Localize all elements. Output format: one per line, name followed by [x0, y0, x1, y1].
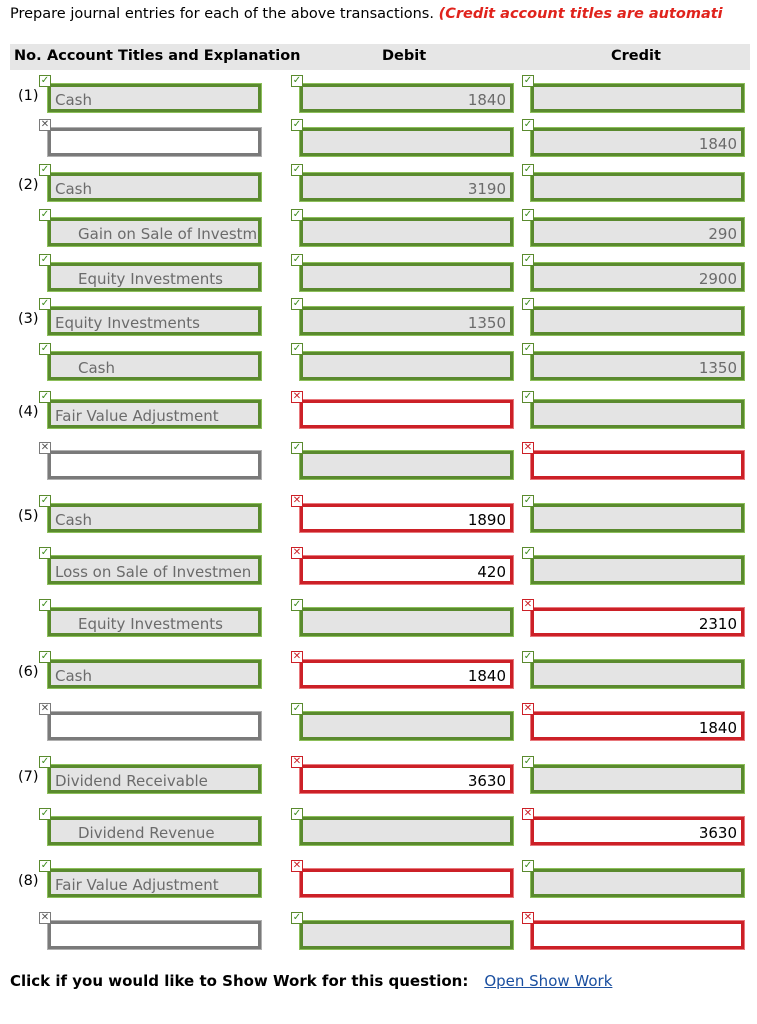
cross-icon: ✕ [292, 651, 302, 662]
check-icon: ✓ [40, 209, 50, 220]
debit-field[interactable] [292, 651, 513, 688]
debit-field[interactable] [292, 119, 513, 156]
table-row [0, 703, 757, 752]
table-row [0, 860, 757, 909]
instructions [10, 6, 757, 22]
account-title-field-value: Loss on Sale of Investmen [55, 563, 252, 581]
debit-field-value: 420 [477, 563, 506, 581]
debit-field[interactable] [292, 860, 513, 897]
check-icon: ✓ [523, 75, 533, 86]
account-title-field-value: Cash [78, 359, 115, 377]
cross-icon: ✕ [292, 756, 302, 767]
table-row [0, 756, 757, 805]
check-icon: ✓ [523, 756, 533, 767]
account-title-field-value: Cash [55, 91, 92, 109]
cross-icon: ✕ [523, 808, 533, 819]
account-title-field-value: Cash [55, 180, 92, 198]
check-icon: ✓ [523, 298, 533, 309]
entry-number: (1) [18, 88, 39, 104]
check-icon: ✓ [523, 164, 533, 175]
account-title-field[interactable] [40, 209, 261, 246]
account-title-field[interactable] [40, 547, 261, 584]
check-icon: ✓ [292, 599, 302, 610]
account-title-field[interactable] [40, 495, 261, 532]
table-row [0, 808, 757, 857]
header-debit: Debit [382, 48, 427, 64]
credit-field[interactable] [523, 343, 744, 380]
instructions-text: Prepare journal entries for each of the above transactions. [10, 6, 439, 22]
cross-icon: ✕ [523, 912, 533, 923]
credit-field[interactable] [523, 442, 744, 479]
cross-icon: ✕ [292, 547, 302, 558]
debit-field[interactable] [292, 442, 513, 479]
account-title-field[interactable] [40, 343, 261, 380]
table-row [0, 298, 757, 347]
account-title-field[interactable] [40, 912, 261, 949]
check-icon: ✓ [40, 651, 50, 662]
credit-field-value: 1350 [698, 359, 737, 377]
check-icon: ✓ [292, 209, 302, 220]
account-title-field[interactable] [40, 119, 261, 156]
cross-icon: ✕ [40, 912, 50, 923]
table-header [10, 44, 750, 70]
credit-field-value: 1840 [698, 719, 737, 737]
credit-field-value: 290 [708, 225, 737, 243]
account-title-field[interactable] [40, 599, 261, 636]
account-title-field[interactable] [40, 254, 261, 291]
account-title-field-value: Cash [55, 511, 92, 529]
table-row [0, 912, 757, 961]
check-icon: ✓ [292, 298, 302, 309]
account-title-field-value: Cash [55, 667, 92, 685]
credit-field[interactable] [523, 703, 744, 740]
cross-icon: ✕ [292, 391, 302, 402]
debit-field-value: 1350 [467, 314, 506, 332]
table-row [0, 599, 757, 648]
open-show-work-link[interactable]: Open Show Work [484, 972, 613, 990]
credit-field[interactable] [523, 756, 744, 793]
account-title-field-value: Equity Investments [55, 314, 200, 332]
credit-field[interactable] [523, 808, 744, 845]
check-icon: ✓ [40, 298, 50, 309]
account-title-field-value: Equity Investments [78, 270, 223, 288]
account-title-field[interactable] [40, 860, 261, 897]
credit-field[interactable] [523, 254, 744, 291]
debit-field[interactable] [292, 808, 513, 845]
check-icon: ✓ [292, 442, 302, 453]
debit-field[interactable] [292, 912, 513, 949]
check-icon: ✓ [40, 254, 50, 265]
check-icon: ✓ [40, 860, 50, 871]
debit-field[interactable] [292, 298, 513, 335]
account-title-field[interactable] [40, 391, 261, 428]
instructions-note: (Credit account titles are automati [438, 6, 723, 22]
debit-field[interactable] [292, 391, 513, 428]
check-icon: ✓ [523, 391, 533, 402]
header-credit: Credit [611, 48, 661, 64]
table-row [0, 164, 757, 213]
check-icon: ✓ [523, 343, 533, 354]
table-row [0, 391, 757, 440]
table-row [0, 442, 757, 491]
check-icon: ✓ [40, 164, 50, 175]
check-icon: ✓ [523, 119, 533, 130]
debit-field[interactable] [292, 599, 513, 636]
table-row [0, 254, 757, 303]
check-icon: ✓ [292, 343, 302, 354]
account-title-field-value: Fair Value Adjustment [55, 407, 219, 425]
cross-icon: ✕ [40, 119, 50, 130]
account-title-field[interactable] [40, 756, 261, 793]
debit-field[interactable] [292, 343, 513, 380]
debit-field[interactable] [292, 254, 513, 291]
entry-number: (8) [18, 873, 39, 889]
entry-number: (7) [18, 769, 39, 785]
check-icon: ✓ [523, 547, 533, 558]
account-title-field[interactable] [40, 808, 261, 845]
debit-field-value: 1840 [467, 667, 506, 685]
credit-field-value: 3630 [698, 824, 737, 842]
debit-field[interactable] [292, 547, 513, 584]
account-title-field-value: Fair Value Adjustment [55, 876, 219, 894]
debit-field[interactable] [292, 703, 513, 740]
check-icon: ✓ [40, 495, 50, 506]
account-title-field-value: Dividend Revenue [78, 824, 215, 842]
credit-field[interactable] [523, 164, 744, 201]
entry-number: (4) [18, 404, 39, 420]
debit-field[interactable] [292, 209, 513, 246]
check-icon: ✓ [523, 495, 533, 506]
show-work-prompt: Click if you would like to Show Work for this question: [10, 972, 469, 990]
check-icon: ✓ [292, 164, 302, 175]
check-icon: ✓ [292, 254, 302, 265]
check-icon: ✓ [40, 547, 50, 558]
check-icon: ✓ [523, 254, 533, 265]
check-icon: ✓ [523, 209, 533, 220]
credit-field[interactable] [523, 391, 744, 428]
check-icon: ✓ [292, 808, 302, 819]
entry-number: (5) [18, 508, 39, 524]
debit-field[interactable] [292, 756, 513, 793]
check-icon: ✓ [292, 119, 302, 130]
check-icon: ✓ [40, 808, 50, 819]
credit-field[interactable] [523, 495, 744, 532]
table-row [0, 547, 757, 596]
credit-field[interactable] [523, 119, 744, 156]
cross-icon: ✕ [40, 442, 50, 453]
cross-icon: ✕ [40, 703, 50, 714]
debit-field-value: 1890 [467, 511, 506, 529]
credit-field-value: 1840 [698, 135, 737, 153]
debit-field-value: 3630 [467, 772, 506, 790]
credit-field-value: 2310 [698, 615, 737, 633]
check-icon: ✓ [292, 703, 302, 714]
table-row [0, 343, 757, 392]
debit-field[interactable] [292, 164, 513, 201]
account-title-field-value: Dividend Receivable [55, 772, 208, 790]
show-work-footer [10, 972, 612, 990]
credit-field[interactable] [523, 860, 744, 897]
credit-field[interactable] [523, 599, 744, 636]
table-row [0, 495, 757, 544]
check-icon: ✓ [40, 756, 50, 767]
debit-field[interactable] [292, 495, 513, 532]
table-row [0, 209, 757, 258]
cross-icon: ✕ [292, 495, 302, 506]
account-title-field-value: Equity Investments [78, 615, 223, 633]
check-icon: ✓ [523, 860, 533, 871]
table-row [0, 651, 757, 700]
debit-field[interactable] [292, 75, 513, 112]
account-title-field[interactable] [40, 442, 261, 479]
account-title-field[interactable] [40, 164, 261, 201]
entry-number: (3) [18, 311, 39, 327]
credit-field[interactable] [523, 651, 744, 688]
check-icon: ✓ [40, 343, 50, 354]
cross-icon: ✕ [523, 703, 533, 714]
credit-field[interactable] [523, 75, 744, 112]
credit-field[interactable] [523, 912, 744, 949]
debit-field-value: 3190 [467, 180, 506, 198]
credit-field[interactable] [523, 209, 744, 246]
cross-icon: ✕ [523, 442, 533, 453]
account-title-field[interactable] [40, 703, 261, 740]
cross-icon: ✕ [292, 860, 302, 871]
check-icon: ✓ [292, 912, 302, 923]
cross-icon: ✕ [523, 599, 533, 610]
table-row [0, 119, 757, 168]
entry-number: (6) [18, 664, 39, 680]
account-title-field-value: Gain on Sale of Investm [78, 225, 258, 243]
header-no: No. [14, 48, 42, 64]
table-row [0, 75, 757, 124]
debit-field-value: 1840 [467, 91, 506, 109]
check-icon: ✓ [40, 391, 50, 402]
credit-field[interactable] [523, 547, 744, 584]
header-account: Account Titles and Explanation [47, 48, 301, 64]
check-icon: ✓ [40, 75, 50, 86]
check-icon: ✓ [523, 651, 533, 662]
account-title-field[interactable] [40, 651, 261, 688]
credit-field-value: 2900 [698, 270, 737, 288]
account-title-field[interactable] [40, 75, 261, 112]
check-icon: ✓ [292, 75, 302, 86]
credit-field[interactable] [523, 298, 744, 335]
account-title-field[interactable] [40, 298, 261, 335]
entry-number: (2) [18, 177, 39, 193]
check-icon: ✓ [40, 599, 50, 610]
